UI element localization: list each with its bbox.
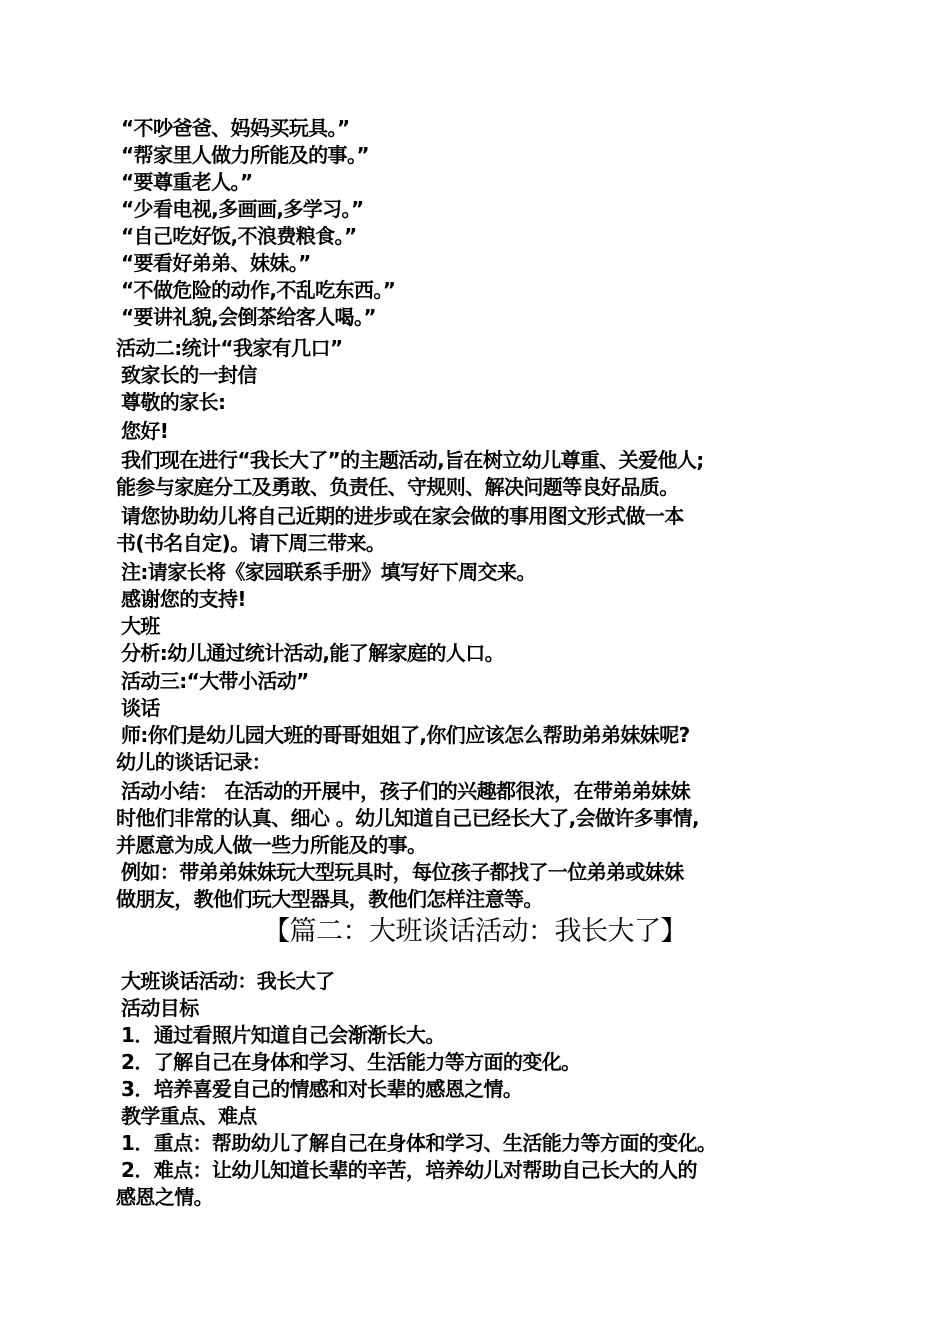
text-line: “帮家里人做力所能及的事。” xyxy=(121,143,369,167)
text-line: 感恩之情。 xyxy=(116,1185,213,1209)
text-line: 并愿意为成人做一些力所能及的事。 xyxy=(116,833,427,857)
text-line: 例如：带弟弟妹妹玩大型玩具时，每位孩子都找了一位弟弟或妹妹 xyxy=(121,860,684,884)
text-line: 活动目标 xyxy=(121,996,199,1020)
text-line: 师:你们是幼儿园大班的哥哥姐姐了,你们应该怎么帮助弟弟妹妹呢? xyxy=(121,723,690,747)
text-line: 请您协助幼儿将自己近期的进步或在家会做的事用图文形式做一本 xyxy=(121,504,684,528)
text-line: “不做危险的动作,不乱吃东西。” xyxy=(121,278,396,302)
text-line: 活动三:“大带小活动” xyxy=(121,669,309,693)
text-line: “要讲礼貌,会倒茶给客人喝。” xyxy=(121,305,376,329)
text-line: 1．重点：帮助幼儿了解自己在身体和学习、生活能力等方面的变化。 xyxy=(121,1131,717,1155)
text-line: 尊敬的家长: xyxy=(121,390,226,414)
text-line: 谈话 xyxy=(121,696,160,720)
text-line: 注:请家长将《家园联系手册》填写好下周交来。 xyxy=(121,560,536,584)
text-line: 2．了解自己在身体和学习、生活能力等方面的变化。 xyxy=(121,1050,581,1074)
text-line: 分析:幼儿通过统计活动,能了解家庭的人口。 xyxy=(121,641,504,665)
text-line: 活动小结： 在活动的开展中，孩子们的兴趣都很浓，在带弟弟妹妹 xyxy=(121,779,690,803)
text-line: 做朋友，教他们玩大型器具，教他们怎样注意等。 xyxy=(116,887,543,911)
text-line: 1．通过看照片知道自己会渐渐长大。 xyxy=(121,1023,445,1047)
section-heading: 【篇二：大班谈话活动：我长大了】 xyxy=(263,916,687,947)
text-line: 教学重点、难点 xyxy=(121,1104,257,1128)
text-line: “要尊重老人。” xyxy=(121,170,253,194)
text-line: 2．难点：让幼儿知道长辈的辛苦，培养幼儿对帮助自己长大的人的 xyxy=(121,1158,697,1182)
text-line: “少看电视,多画画,多学习。” xyxy=(121,197,364,221)
text-line: “不吵爸爸、妈妈买玩具。” xyxy=(121,116,350,140)
text-line: 能参与家庭分工及勇敢、负责任、守规则、解决问题等良好品质。 xyxy=(116,475,679,499)
text-line: 我们现在进行“我长大了”的主题活动,旨在树立幼儿尊重、关爱他人; xyxy=(121,448,704,472)
text-line: 感谢您的支持! xyxy=(121,587,246,611)
text-line: 3．培养喜爱自己的情感和对长辈的感恩之情。 xyxy=(121,1077,523,1101)
text-line: 幼儿的谈话记录： xyxy=(116,750,272,774)
text-line: 时他们非常的认真、细心 。幼儿知道自己已经长大了,会做许多事情, xyxy=(116,806,699,830)
text-line: 您好! xyxy=(121,419,169,443)
text-line: 大班谈话活动：我长大了 xyxy=(121,969,335,993)
text-line: 大班 xyxy=(121,614,160,638)
text-line: 书(书名自定)。请下周三带来。 xyxy=(116,531,386,555)
text-line: 致家长的一封信 xyxy=(121,363,257,387)
text-line: “自己吃好饭,不浪费粮食。” xyxy=(121,224,357,248)
text-line: 活动二:统计“我家有几口” xyxy=(116,336,343,360)
text-line: “要看好弟弟、妹妹。” xyxy=(121,251,311,275)
